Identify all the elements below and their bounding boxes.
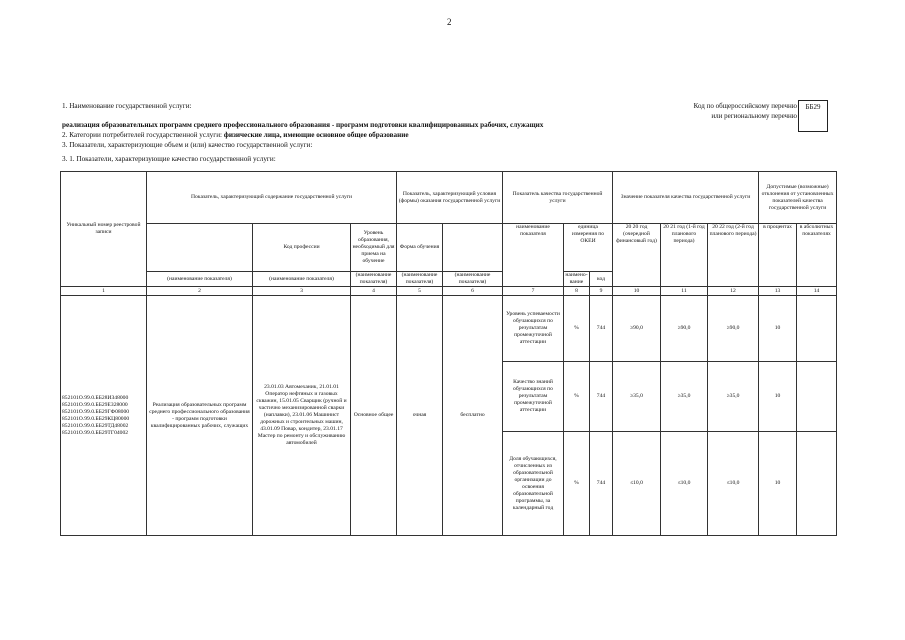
- header-unique-number: Уникальный номер реестровой записи: [61, 172, 147, 287]
- header-education-level: Уровень образования, необходимый для приема на обучение: [351, 224, 397, 272]
- col-number: 6: [443, 287, 503, 296]
- indicators-heading: 3. Показатели, характеризующие объем и (или) качество государственной услуги:: [62, 141, 313, 149]
- header-indicator-name: наименование показателя: [503, 224, 564, 287]
- registry-code-box: ББ29: [798, 100, 828, 132]
- col-number: 8: [564, 287, 590, 296]
- deviation-absolute: [797, 362, 837, 432]
- value-year-2: ≥35,0: [661, 362, 708, 432]
- col-number: 2: [147, 287, 253, 296]
- header-indicator-name-6: (наименование показателя): [443, 272, 503, 287]
- indicator-name: Доля обучающихся, отчисленных из образовательной организации до освоения образовательной программы, за календарный год: [503, 432, 564, 536]
- consumer-category: [62, 131, 409, 139]
- header-content-indicator: Показатель, характеризующий содержание государственной услуги: [147, 172, 397, 224]
- quality-indicators-table: [60, 171, 837, 536]
- indicator-name: Качество знаний обучающихся по результатам промежуточной аттестации: [503, 362, 564, 432]
- unit-code: 744: [590, 362, 613, 432]
- unit-name: %: [564, 432, 590, 536]
- col-number: 11: [661, 287, 708, 296]
- col-number: 5: [397, 287, 443, 296]
- value-year-3: ≥90,0: [708, 296, 759, 362]
- education-level: Основное общее: [351, 296, 397, 536]
- col-number: 12: [708, 287, 759, 296]
- registry-code-label: Код по общероссийскому перечню или региональному перечню: [693, 102, 797, 120]
- page-number: 2: [447, 17, 452, 27]
- header-year-3: 20 22 год (2-й год планового периода): [708, 224, 759, 287]
- col-number: 7: [503, 287, 564, 296]
- header-conditions-indicator: Показатель, характеризующий условия (формы) оказания государственной услуги: [397, 172, 503, 224]
- header-study-form: Форма обучения: [397, 224, 443, 272]
- col-number: 13: [759, 287, 797, 296]
- header-unit: [564, 224, 613, 272]
- column-numbers-row: [61, 287, 837, 296]
- col-number: 10: [613, 287, 661, 296]
- value-year-1: ≤10,0: [613, 432, 661, 536]
- service-name-label: 1. Наименование государственной услуги:: [62, 102, 192, 110]
- consumer-category-value: физические лица, имеющие основное общее образование: [223, 131, 409, 139]
- study-form: очная: [397, 296, 443, 536]
- unit-name: %: [564, 296, 590, 362]
- value-year-3: ≥35,0: [708, 362, 759, 432]
- header-profession-code: Код профессии: [253, 224, 351, 272]
- quality-indicators-heading: 3. 1. Показатели, характеризующие качество государственной услуги:: [62, 155, 276, 163]
- deviation-absolute: [797, 432, 837, 536]
- deviation-percent: 10: [759, 362, 797, 432]
- col-number: 3: [253, 287, 351, 296]
- col-number: 14: [797, 287, 837, 296]
- value-year-2: ≥90,0: [661, 296, 708, 362]
- col-number: 1: [61, 287, 147, 296]
- header-quality-indicator: Показатель качества государственной услуги: [503, 172, 613, 224]
- value-year-3: ≤10,0: [708, 432, 759, 536]
- header-unit-title: единица измерения по ОКЕИ: [571, 224, 605, 244]
- header-indicator-name-4: (наименование показателя): [351, 272, 397, 287]
- deviation-percent: 10: [759, 296, 797, 362]
- registry-numbers: 852101О.99.0.ББ28ИЗ48000 852101О.99.0.ББ29ЕЗ28000 852101О.99.0.ББ29ГФ08000 852101О.99.0.ББ29КЦ80000 852101О.99.0.ББ29ТД48002 852101О.99.0.ББ29ТГ04002: [61, 296, 147, 536]
- header-unit-code: код: [590, 272, 613, 287]
- header-percent: в процентах: [759, 224, 797, 287]
- col-number: 4: [351, 287, 397, 296]
- service-name-value: реализация образовательных программ среднего профессионального образования - программ подготовки квалифицированных рабочих, служащих: [62, 121, 544, 129]
- header-quality-values: Значение показателя качества государственной услуги: [613, 172, 759, 224]
- header-indicator-name-3: (наименование показателя): [253, 272, 351, 287]
- header-empty-col2: [147, 224, 253, 272]
- header-indicator-name-5: (наименование показателя): [397, 272, 443, 287]
- deviation-percent: 10: [759, 432, 797, 536]
- consumer-category-label: 2. Категории потребителей государственной услуги:: [62, 131, 223, 139]
- free-of-charge: бесплатно: [443, 296, 503, 536]
- profession-codes: 23.01.03 Автомеханик, 21.01.01 Оператор нефтяных и газовых скважин, 15.01.05 Сварщик (ручной и частично механизированной сварки (наплавки), 23.01.06 Машинист дорожных и строительных машин, 43.01.09 Повар, кондитер, 23.01.17 Мастер по ремонту и обслуживанию автомобилей: [253, 296, 351, 536]
- header-unit-name: наимено-вание: [565, 272, 588, 285]
- value-year-2: ≤10,0: [661, 432, 708, 536]
- unit-code: 744: [590, 432, 613, 536]
- value-year-1: ≥35,0: [613, 362, 661, 432]
- header-year-2: 20 21 год (1-й год планового периода): [661, 224, 708, 287]
- header-empty-col6: [443, 224, 503, 272]
- header-indicator-name-2: (наименование показателя): [147, 272, 253, 287]
- header-year-1: 20 20 год (очередной финансовый год): [613, 224, 661, 287]
- deviation-absolute: [797, 296, 837, 362]
- indicator-name: Уровень успеваемости обучающихся по результатам промежуточной аттестации: [503, 296, 564, 362]
- unit-name: %: [564, 362, 590, 432]
- header-deviation: Допустимые (возможные) отклонения от установленных показателей качества государственной услуги: [759, 172, 837, 224]
- table-row: [61, 296, 837, 362]
- program-name: Реализация образовательных программ среднего профессионального образования - программ подготовки квалифицированных рабочих, служащих: [147, 296, 253, 536]
- col-number: 9: [590, 287, 613, 296]
- header-absolute: в абсолютных показателях: [797, 224, 837, 287]
- unit-code: 744: [590, 296, 613, 362]
- value-year-1: ≥90,0: [613, 296, 661, 362]
